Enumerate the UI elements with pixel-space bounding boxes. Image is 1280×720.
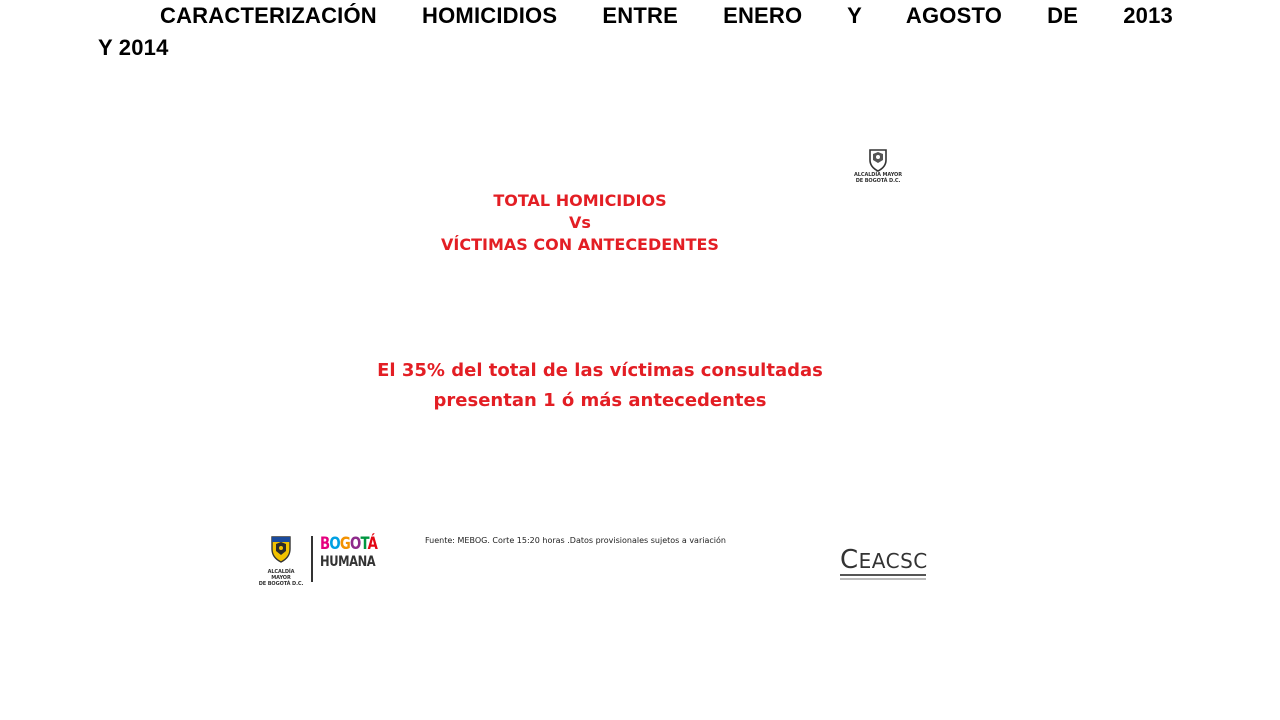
coat-of-arms-color-icon [268,534,294,564]
bogota-humana-logo [320,534,390,570]
page-title-line-2: Y 2014 [98,35,169,60]
page-title [98,0,1173,64]
ceacsc-logo [840,545,928,580]
slide-message-line-2: presentan 1 ó más antecedentes [433,390,767,411]
seal-bottom-text-2: DE BOGOTÁ D.C. [258,581,304,587]
slide-heading-line-2: Vs [569,213,591,232]
source-note: Fuente: MEBOG. Corte 15:20 horas .Datos provisionales sujetos a variación [425,536,726,545]
ceacsc-wordmark: CEACSC [840,545,928,575]
embedded-slide [250,130,940,600]
alcaldia-seal-top [848,148,908,184]
coat-of-arms-icon [867,148,889,172]
slide-message-line-1: El 35% del total de las víctimas consultadas [377,360,823,381]
page-title-line-1: CARACTERIZACIÓN HOMICIDIOS ENTRE ENERO Y AGOSTO DE 2013 [160,3,1173,28]
slide-heading-line-1: TOTAL HOMICIDIOS [493,191,667,210]
seal-top-text-1: ALCALDÍA MAYOR [854,172,902,178]
slide-heading [380,190,780,256]
alcaldia-seal-bottom [258,534,304,587]
slide-heading-line-3: VÍCTIMAS CON ANTECEDENTES [441,235,719,254]
slide-message [310,356,890,416]
ceacsc-tagline [840,578,926,580]
seal-bottom-text-1: ALCALDÍA MAYOR [267,569,295,581]
seal-top-text-2: DE BOGOTÁ D.C. [855,178,901,184]
humana-word: HUMANA [320,554,376,570]
bogota-word: BOGOTÁ [320,534,378,554]
logo-divider [311,536,313,582]
